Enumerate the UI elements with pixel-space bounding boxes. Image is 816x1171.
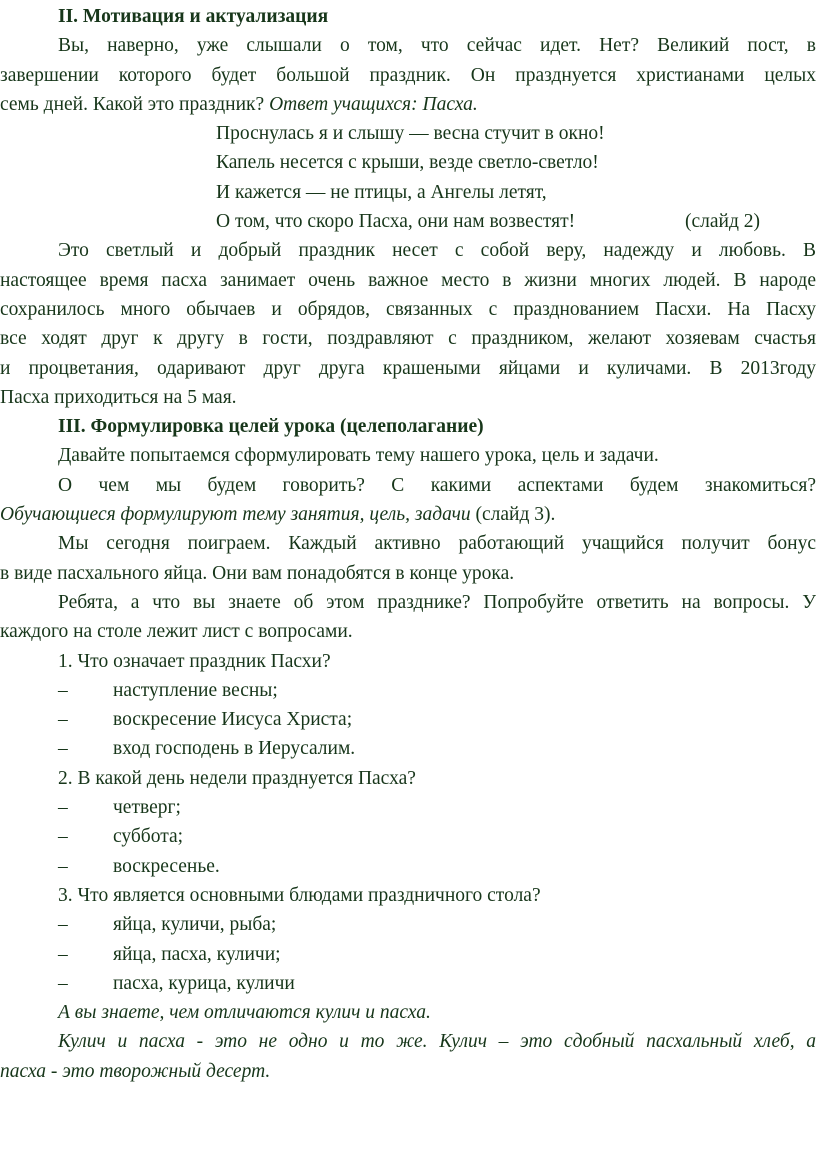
slide-reference: (слайд 3). bbox=[475, 504, 556, 526]
quiz-question: 3. Что является основными блюдами праздничного стола? bbox=[58, 884, 541, 906]
paragraph-line: и процветания, одаривают друг друга крашеными яйцами и куличами. В 2013году bbox=[0, 357, 816, 379]
closing-line: Кулич и пасха - это не одно и то же. Кулич – это сдобный пасхальный хлеб, а bbox=[58, 1031, 816, 1053]
option-text: яйца, куличи, рыба; bbox=[113, 914, 277, 936]
paragraph-line: сохранилось много обычаев и обрядов, связанных с празднованием Пасхи. На Пасху bbox=[0, 298, 816, 320]
paragraph-line bbox=[0, 90, 816, 119]
paragraph-line: настоящее время пасха занимает очень важное место в жизни многих людей. В народе bbox=[0, 269, 816, 291]
section-heading-goals: III. Формулировка целей урока (целеполагание) bbox=[58, 416, 484, 438]
poem-line: Проснулась я и слышу — весна стучит в окно! bbox=[216, 123, 605, 145]
quiz-option bbox=[0, 822, 816, 851]
dash-bullet: – bbox=[58, 738, 68, 760]
option-text: яйца, пасха, куличи; bbox=[113, 943, 281, 965]
paragraph-line: Мы сегодня поиграем. Каждый активно работающий учащийся получит бонус bbox=[58, 533, 816, 555]
question-text: семь дней. Какой это праздник? bbox=[0, 93, 265, 115]
dash-bullet: – bbox=[58, 679, 68, 701]
poem-line bbox=[0, 207, 816, 236]
dash-bullet: – bbox=[58, 797, 68, 819]
poem-line: И кажется — не птицы, а Ангелы летят, bbox=[216, 181, 547, 203]
poem-line: Капель несется с крыши, везде светло-светло! bbox=[216, 152, 599, 174]
quiz-option bbox=[0, 705, 816, 734]
paragraph-line: Пасха приходиться на 5 мая. bbox=[0, 386, 237, 408]
paragraph-line: завершении которого будет большой праздник. Он празднуется христианами целых bbox=[0, 64, 816, 86]
closing-line: А вы знаете, чем отличаются кулич и пасха. bbox=[58, 1002, 431, 1024]
paragraph-line: каждого на столе лежит лист с вопросами. bbox=[0, 621, 353, 643]
closing-line: пасха - это творожный десерт. bbox=[0, 1060, 271, 1082]
paragraph-line: Давайте попытаемся сформулировать тему нашего урока, цель и задачи. bbox=[58, 445, 659, 467]
option-text: наступление весны; bbox=[113, 679, 278, 701]
quiz-option bbox=[0, 676, 816, 705]
quiz-option bbox=[0, 734, 816, 763]
paragraph-line: Вы, наверно, уже слышали о том, что сейчас идет. Нет? Великий пост, в bbox=[58, 35, 816, 57]
dash-bullet: – bbox=[58, 709, 68, 731]
section-heading-motivation: II. Мотивация и актуализация bbox=[58, 6, 329, 27]
student-answer: Ответ учащихся: Пасха. bbox=[269, 93, 478, 115]
dash-bullet: – bbox=[58, 914, 68, 936]
option-text: воскресенье. bbox=[113, 855, 220, 877]
quiz-option bbox=[0, 910, 816, 939]
option-text: четверг; bbox=[113, 797, 181, 819]
paragraph-line: все ходят друг к другу в гости, поздравляют с праздником, желают хозяевам счастья bbox=[0, 328, 816, 350]
dash-bullet: – bbox=[58, 826, 68, 848]
option-text: вход господень в Иерусалим. bbox=[113, 738, 356, 760]
quiz-option bbox=[0, 969, 816, 998]
paragraph-line: Это светлый и добрый праздник несет с собой веру, надежду и любовь. В bbox=[58, 240, 816, 262]
dash-bullet: – bbox=[58, 943, 68, 965]
option-text: пасха, курица, куличи bbox=[113, 972, 295, 994]
quiz-question: 1. Что означает праздник Пасхи? bbox=[58, 650, 331, 672]
quiz-option bbox=[0, 852, 816, 881]
paragraph-line: в виде пасхального яйца. Они вам понадобятся в конце урока. bbox=[0, 562, 515, 584]
paragraph-line: Ребята, а что вы знаете об этом празднике? Попробуйте ответить на вопросы. У bbox=[58, 591, 816, 613]
student-activity: Обучающиеся формулируют тему занятия, цель, задачи bbox=[0, 504, 471, 526]
option-text: воскресение Иисуса Христа; bbox=[113, 709, 353, 731]
quiz-option bbox=[0, 793, 816, 822]
poem-line-text: О том, что скоро Пасха, они нам возвестят! bbox=[216, 211, 576, 233]
dash-bullet: – bbox=[58, 972, 68, 994]
quiz-question: 2. В какой день недели празднуется Пасха? bbox=[58, 767, 416, 789]
quiz-option bbox=[0, 940, 816, 969]
paragraph-line bbox=[0, 500, 816, 529]
dash-bullet: – bbox=[58, 855, 68, 877]
paragraph-line: О чем мы будем говорить? С какими аспектами будем знакомиться? bbox=[58, 474, 816, 496]
slide-reference: (слайд 2) bbox=[685, 211, 761, 233]
option-text: суббота; bbox=[113, 826, 184, 848]
